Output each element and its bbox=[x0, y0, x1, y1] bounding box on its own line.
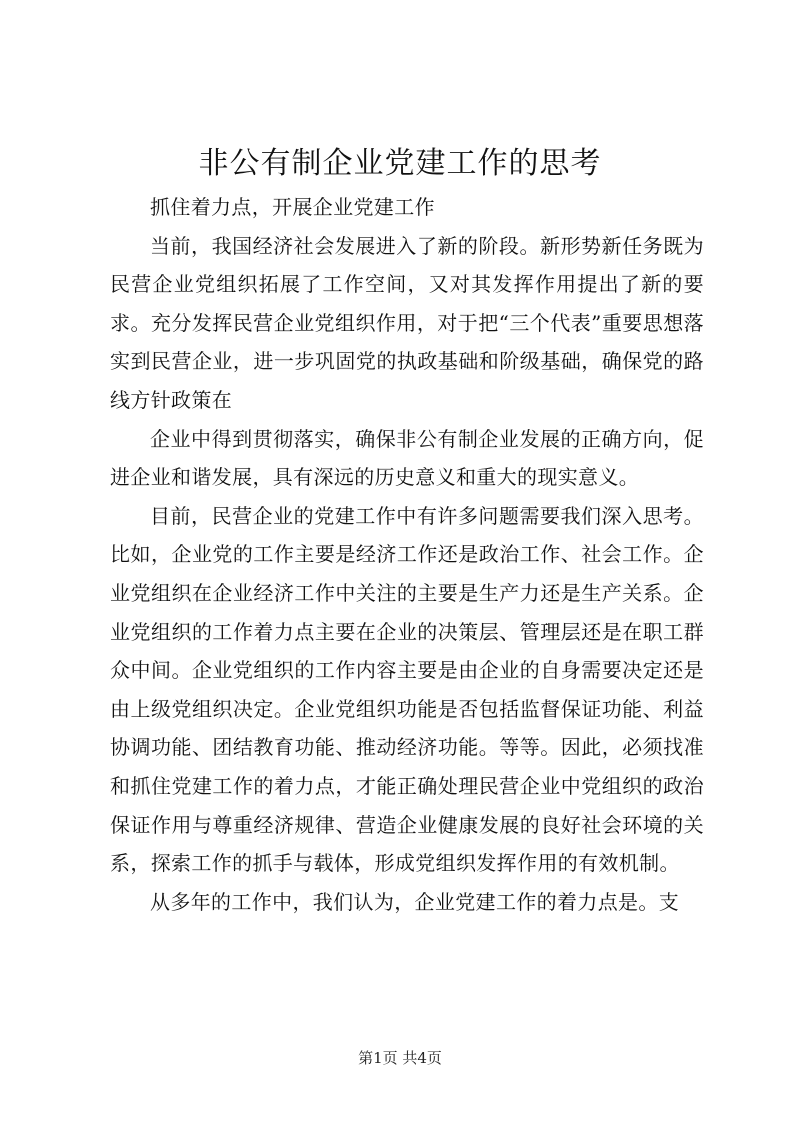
section-heading: 抓住着力点，开展企业党建工作 bbox=[150, 195, 435, 219]
page-number-footer: 第1页 共4页 bbox=[358, 1049, 442, 1067]
document-title: 非公有制企业党建工作的思考 bbox=[198, 146, 602, 181]
paragraph: 企业中得到贯彻落实，确保非公有制企业发展的正确方向，促进企业和谐发展，具有深远的历史意义和重大的现实意义。 bbox=[110, 426, 704, 490]
paragraph: 当前，我国经济社会发展进入了新的阶段。新形势新任务既为民营企业党组织拓展了工作空间，又对其发挥作用提出了新的要求。充分发挥民营企业党组织作用，对于把“三个代表”重要思想落实到民营企业，进一步巩固党的执政基础和阶级基础，确保党的路线方针政策在 bbox=[110, 233, 704, 412]
document-body bbox=[110, 188, 704, 921]
paragraph: 目前，民营企业的党建工作中有许多问题需要我们深入思考。比如，企业党的工作主要是经济工作还是政治工作、社会工作。企业党组织在企业经济工作中关注的主要是生产力还是生产关系。企业党组织的工作着力点主要在企业的决策层、管理层还是在职工群众中间。企业党组织的工作内容主要是由企业的自身需要决定还是由上级党组织决定。企业党组织功能是否包括监督保证功能、利益协调功能、团结教育功能、推动经济功能。等等。因此，必须找准和抓住党建工作的着力点，才能正确处理民营企业中党组织的政治保证作用与尊重经济规律、营造企业健康发展的良好社会环境的关系，探索工作的抓手与载体，形成党组织发挥作用的有效机制。 bbox=[110, 503, 704, 876]
paragraph: 从多年的工作中，我们认为，企业党建工作的着力点是。支 bbox=[150, 889, 680, 914]
